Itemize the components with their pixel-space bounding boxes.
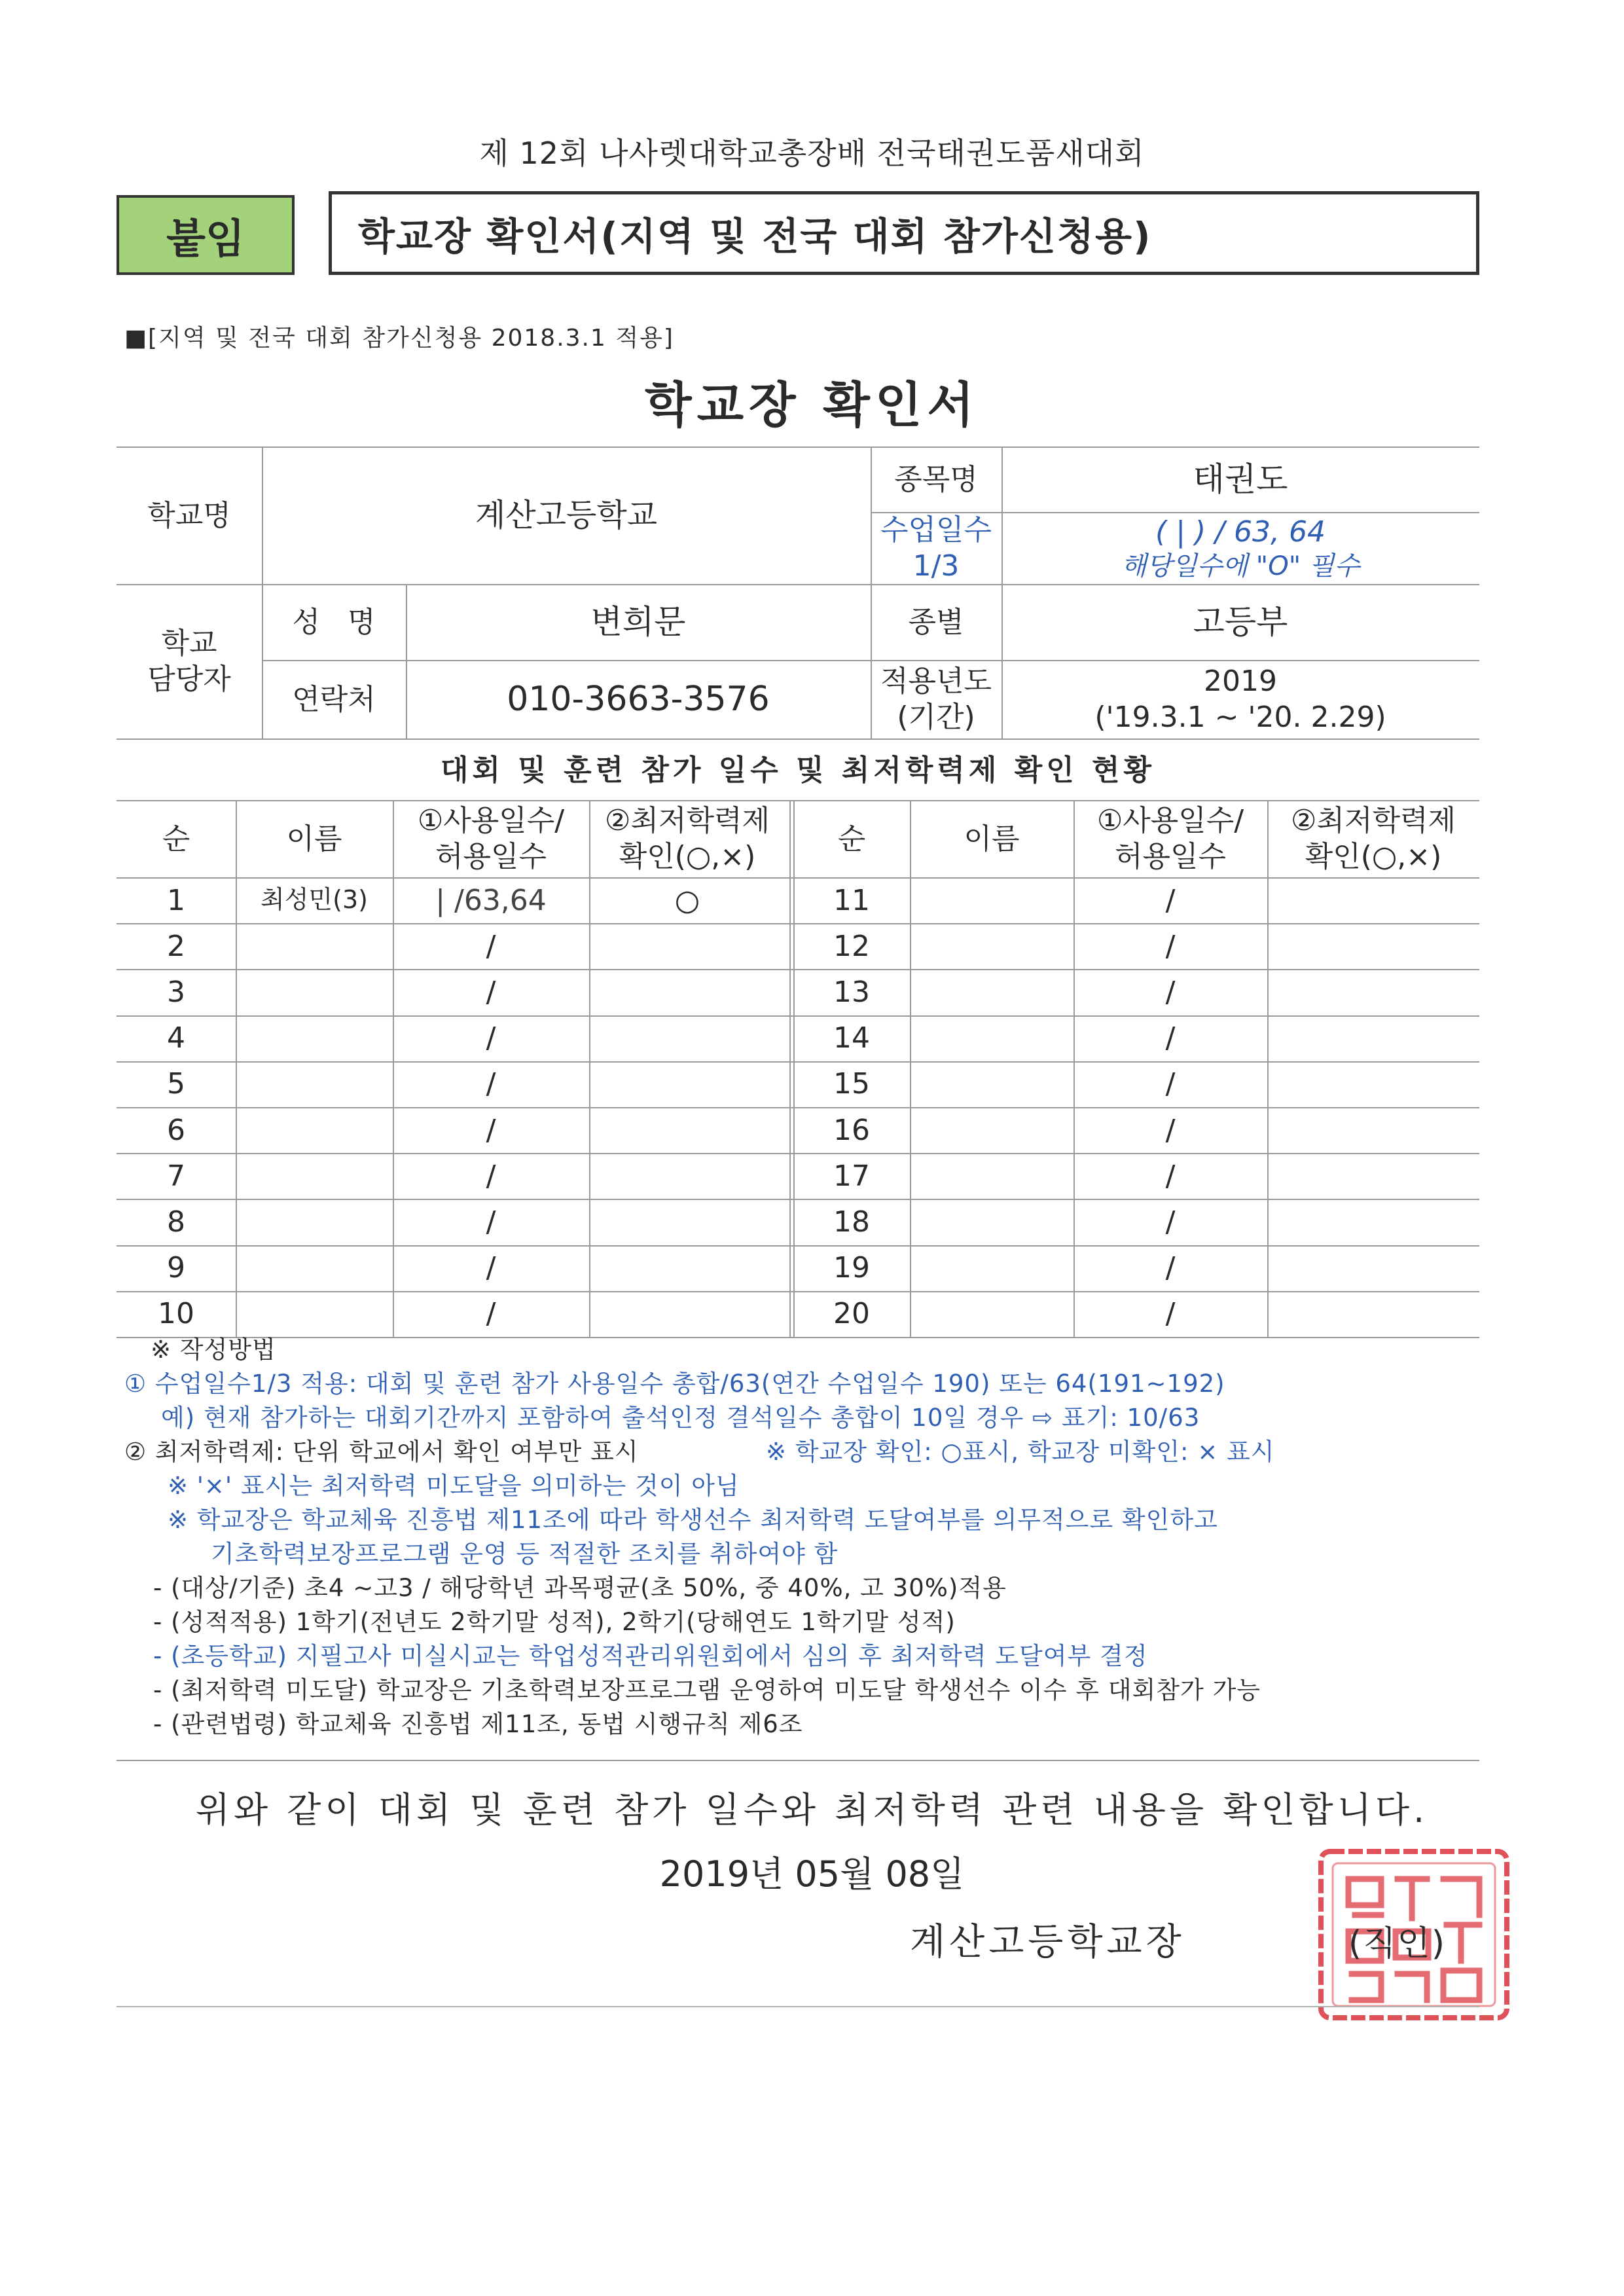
- table-cell-no: 19: [833, 1251, 870, 1285]
- header-text: 이름: [964, 822, 1020, 856]
- name-label: 성 명: [292, 605, 376, 639]
- table-cell-check: [1267, 1107, 1479, 1153]
- header-text: ①사용일수/: [1096, 804, 1244, 837]
- table-cell-days: /: [1165, 883, 1176, 917]
- header-days: [393, 800, 589, 877]
- table-cell-no: 17: [833, 1159, 870, 1193]
- table-cell-no: 20: [833, 1297, 870, 1331]
- classdays-handwritten: ( | ) / 63, 64: [1155, 515, 1326, 549]
- table-cell-name: [910, 969, 1074, 1015]
- instructions-title: ※ 작성방법: [151, 1336, 276, 1364]
- table-cell-days: /: [1165, 1159, 1176, 1193]
- table-cell-name: [910, 877, 1074, 923]
- table-cell-no: 15: [833, 1067, 870, 1101]
- instruction-line: ① 수업일수1/3 적용: 대회 및 훈련 참가 사용일수 총합/63(연간 수업일수 190) 또는 64(191~192): [124, 1370, 1225, 1398]
- seal-note: (직인): [1348, 1924, 1447, 1963]
- classdays-label: [871, 512, 1001, 584]
- sport-label: 종목명: [894, 462, 978, 496]
- instruction-line: - (관련법령) 학교체육 진흥법 제11조, 동법 시행규칙 제6조: [153, 1710, 803, 1738]
- table-cell-check: [1267, 1015, 1479, 1061]
- table-cell-name: [910, 1153, 1074, 1199]
- contact-value: 010-3663-3576: [507, 679, 770, 719]
- table-cell-name: [236, 1153, 393, 1199]
- table-cell-check: [1267, 1061, 1479, 1107]
- header-no: [117, 800, 236, 877]
- table-cell-check: [589, 1015, 785, 1061]
- table-cell-name: [910, 1245, 1074, 1291]
- table-cell-name: 최성민(3): [261, 885, 368, 915]
- instruction-line: 예) 현재 참가하는 대회기간까지 포함하여 출석인정 결석일수 총합이 10일 경우 ⇨ 표기: 10/63: [161, 1404, 1200, 1432]
- table-cell-name: [236, 1015, 393, 1061]
- form-note: ■[지역 및 전국 대회 참가신청용 2018.3.1 적용]: [124, 325, 674, 352]
- school-label: 학교명: [147, 498, 231, 532]
- header-days: [1074, 800, 1267, 877]
- table-cell-no: 6: [167, 1113, 185, 1147]
- table-cell-check: [589, 1245, 785, 1291]
- table-cell-days: /: [1165, 929, 1176, 963]
- instruction-line: - (초등학교) 지필고사 미실시교는 학업성적관리위원회에서 심의 후 최저학력 도달여부 결정: [153, 1642, 1148, 1670]
- header-text: 허용일수: [435, 840, 547, 873]
- header-text: ②최저학력제: [1291, 804, 1456, 837]
- header-text: 순: [162, 822, 190, 856]
- year-label-line1: 적용년도: [880, 665, 992, 698]
- header-text: 확인(○,×): [619, 840, 756, 873]
- table-cell-days: /: [486, 1159, 496, 1193]
- header-name: [236, 800, 393, 877]
- instruction-line: ※ '×' 표시는 최저학력 미도달을 의미하는 것이 아님: [168, 1472, 740, 1500]
- table-cell-check: [589, 1107, 785, 1153]
- header-text: ②최저학력제: [605, 804, 770, 837]
- confirmation-statement: 위와 같이 대회 및 훈련 참가 일수와 최저학력 관련 내용을 확인합니다.: [195, 1789, 1429, 1831]
- classdays-label-line1: 수업일수: [880, 513, 992, 547]
- table-cell-name: [236, 1061, 393, 1107]
- year-value: [1001, 660, 1479, 738]
- category-value: 고등부: [1193, 602, 1288, 641]
- header-text: 이름: [286, 822, 342, 856]
- year-value-line1: 2019: [1204, 665, 1277, 698]
- table-cell-days: /: [486, 1297, 496, 1331]
- table-cell-days: /: [486, 929, 496, 963]
- document-box-title: 학교장 확인서(지역 및 전국 대회 참가신청용): [329, 191, 1479, 275]
- instruction-line: - (성적적용) 1학기(전년도 2학기말 성적), 2학기(당해연도 1학기말 성적): [153, 1608, 956, 1636]
- table-divider: [789, 800, 791, 1337]
- main-title: 학교장 확인서: [645, 377, 979, 433]
- table-cell-days: /: [486, 1113, 496, 1147]
- table-cell-no: 1: [167, 883, 185, 917]
- table-cell-days: /: [1165, 1067, 1176, 1101]
- table-cell-days: /: [486, 1251, 496, 1285]
- name-value: 변희문: [590, 602, 686, 641]
- sport-value: 태권도: [1193, 460, 1288, 498]
- principal-title: 계산고등학교장: [910, 1921, 1185, 1963]
- table-cell-no: 10: [158, 1297, 194, 1331]
- header-name: [910, 800, 1074, 877]
- table-cell-name: [910, 1107, 1074, 1153]
- table-cell-days: /: [1165, 1113, 1176, 1147]
- table-cell-name: [236, 1199, 393, 1245]
- table-cell-name: [910, 923, 1074, 969]
- manager-label: [117, 584, 262, 738]
- table-cell-no: 11: [833, 883, 870, 917]
- instruction-line: - (대상/기준) 초4 ~고3 / 해당학년 과목평균(초 50%, 중 40%, 고 30%)적용: [153, 1574, 1007, 1602]
- instruction-line: - (최저학력 미도달) 학교장은 기초학력보장프로그램 운영하여 미도달 학생선수 이수 후 대회참가 가능: [153, 1676, 1261, 1704]
- table-cell-days: /: [486, 975, 496, 1009]
- table-cell-days: | /63,64: [435, 883, 547, 917]
- table-cell-days: /: [486, 1067, 496, 1101]
- table-cell-days: /: [486, 1205, 496, 1239]
- instruction-line: 기초학력보장프로그램 운영 등 적절한 조치를 취하여야 함: [211, 1540, 839, 1568]
- year-label: [871, 660, 1001, 738]
- classdays-value: [1001, 512, 1479, 584]
- table-cell-check: ○: [674, 883, 700, 917]
- table-cell-name: [236, 1107, 393, 1153]
- table-cell-no: 18: [833, 1205, 870, 1239]
- table-cell-name: [910, 1015, 1074, 1061]
- section-title: 대회 및 훈련 참가 일수 및 최저학력제 확인 현황: [440, 753, 1156, 787]
- header-text: 확인(○,×): [1305, 840, 1442, 873]
- table-cell-check: [1267, 1245, 1479, 1291]
- header-check: [1267, 800, 1479, 877]
- table-cell-check: [1267, 1153, 1479, 1199]
- table-cell-no: 5: [167, 1067, 185, 1101]
- manager-label-line2: 담당자: [147, 663, 231, 696]
- classdays-note: 해당일수에 "O" 필수: [1121, 551, 1360, 581]
- table-cell-check: [589, 923, 785, 969]
- table-cell-days: /: [1165, 1205, 1176, 1239]
- school-value: 계산고등학교: [475, 497, 658, 534]
- table-cell-no: 8: [167, 1205, 185, 1239]
- table-cell-check: [1267, 923, 1479, 969]
- year-label-line2: (기간): [897, 701, 975, 734]
- table-cell-no: 13: [833, 975, 870, 1009]
- table-cell-check: [1267, 1291, 1479, 1337]
- table-cell-days: /: [1165, 1251, 1176, 1285]
- attachment-badge: 붙임: [117, 195, 295, 275]
- table-cell-check: [1267, 1199, 1479, 1245]
- classdays-label-line2: 1/3: [912, 549, 960, 583]
- table-cell-no: 14: [833, 1021, 870, 1055]
- instruction-line: ※ 학교장은 학교체육 진흥법 제11조에 따라 학생선수 최저학력 도달여부를 의무적으로 확인하고: [168, 1506, 1218, 1534]
- table-cell-name: [236, 969, 393, 1015]
- table-cell-check: [589, 1153, 785, 1199]
- table-cell-no: 4: [167, 1021, 185, 1055]
- year-value-line2: ('19.3.1 ~ '20. 2.29): [1094, 701, 1386, 734]
- header-no: [793, 800, 910, 877]
- header-text: ①사용일수/: [417, 804, 565, 837]
- table-cell-name: [236, 1245, 393, 1291]
- category-label: 종별: [908, 605, 964, 639]
- table-cell-name: [910, 1061, 1074, 1107]
- table-cell-check: [589, 1291, 785, 1337]
- table-cell-check: [589, 1199, 785, 1245]
- instructions-rule: [117, 1760, 1479, 1761]
- table-cell-no: 3: [167, 975, 185, 1009]
- table-cell-name: [236, 1291, 393, 1337]
- table-cell-check: [589, 969, 785, 1015]
- table-cell-name: [910, 1291, 1074, 1337]
- table-cell-check: [589, 1061, 785, 1107]
- table-cell-no: 16: [833, 1113, 870, 1147]
- table-cell-no: 9: [167, 1251, 185, 1285]
- table-cell-no: 2: [167, 929, 185, 963]
- footer-rule: [117, 2006, 1479, 2007]
- header-text: 허용일수: [1114, 840, 1226, 873]
- event-title: 제 12회 나사렛대학교총장배 전국태권도품새대회: [479, 136, 1145, 171]
- table-cell-days: /: [486, 1021, 496, 1055]
- table-cell-check: [1267, 877, 1479, 923]
- table-cell-days: /: [1165, 1021, 1176, 1055]
- header-check: [589, 800, 785, 877]
- manager-label-line1: 학교: [161, 627, 217, 660]
- header-text: 순: [837, 822, 866, 856]
- table-cell-name: [236, 923, 393, 969]
- instruction-line: ※ 학교장 확인: ○표시, 학교장 미확인: × 표시: [766, 1438, 1275, 1466]
- instructions: [124, 1333, 1486, 1752]
- contact-label: 연락처: [292, 682, 376, 716]
- instruction-line: ② 최저학력제: 단위 학교에서 확인 여부만 표시: [124, 1438, 639, 1466]
- document-date: 2019년 05월 08일: [659, 1853, 965, 1895]
- table-cell-no: 7: [167, 1159, 185, 1193]
- table-cell-name: [910, 1199, 1074, 1245]
- table-cell-days: /: [1165, 1297, 1176, 1331]
- table-cell-days: /: [1165, 975, 1176, 1009]
- table-cell-check: [1267, 969, 1479, 1015]
- table-cell-no: 12: [833, 929, 870, 963]
